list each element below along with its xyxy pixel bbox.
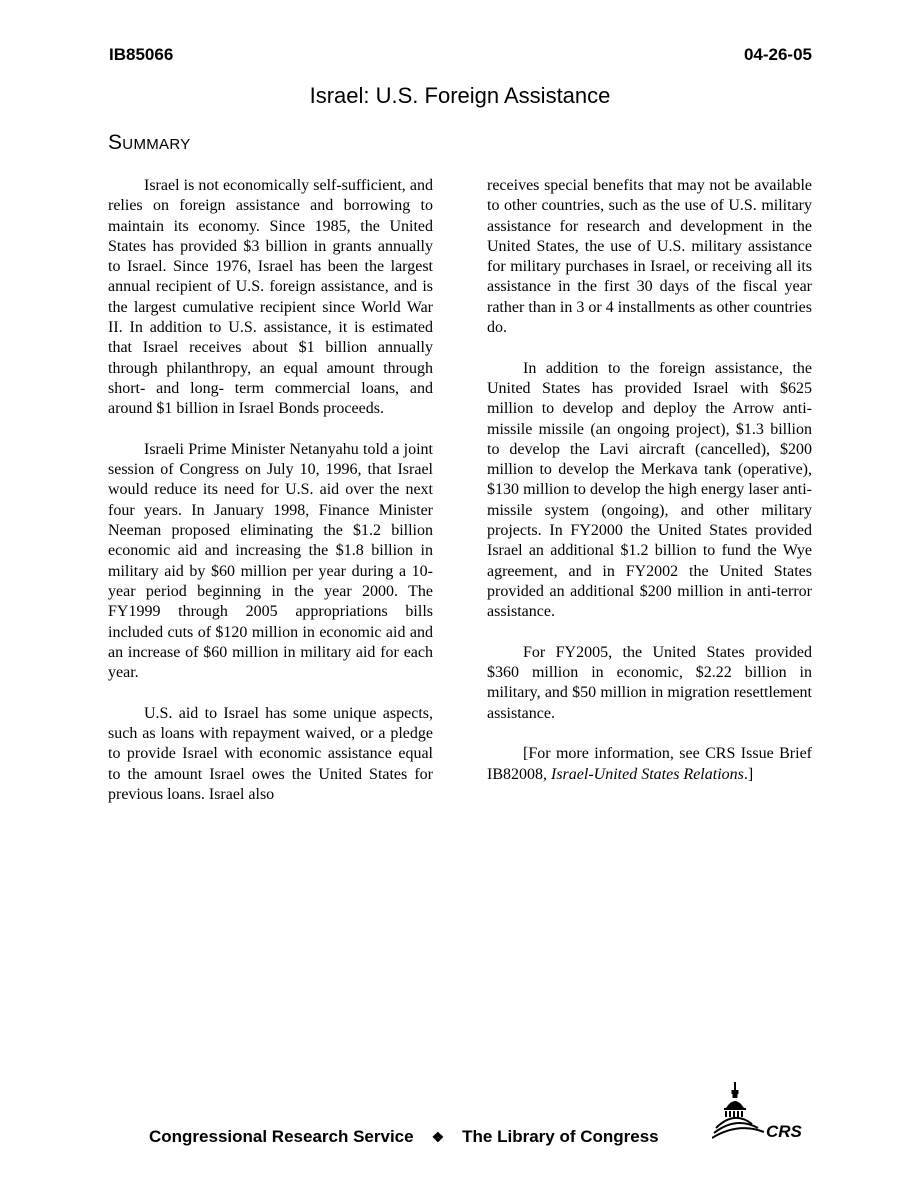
paragraph: Israeli Prime Minister Netanyahu told a joint session of Congress on July 10, 1996, that Israel would reduce its need for U.S. aid over the next four years. In January 1998, Finance Minister Neeman proposed eliminating the $1.2 billion economic aid and increasing the $1.8 billion in military aid by $60 million per year during a 10-year period beginning in the year 2000. The FY1999 through 2005 appropriations bills included cuts of $120 million in economic aid and an increase of $60 million in military aid for each year. [108,440,433,682]
section-heading: Summary [108,131,191,154]
left-column [108,176,433,826]
reference-note [487,744,812,785]
reference-suffix: .] [743,765,754,783]
footer [149,1127,659,1147]
report-id: IB85066 [109,45,174,64]
crs-logo-text: CRS [766,1122,802,1141]
paragraph: For FY2005, the United States provided $360 million in economic, $2.22 billion in military, and $50 million in migration resettlement assistance. [487,643,812,722]
footer-crs-label: Congressional Research Service [149,1127,414,1146]
right-column [487,176,812,805]
paragraph: U.S. aid to Israel has some unique aspects, such as loans with repayment waived, or a pledge to provide Israel with economic assistance equal to the amount Israel owes the United States for previous loans. Israel also [108,704,433,803]
report-date: 04-26-05 [743,45,812,64]
paragraph: In addition to the foreign assistance, the United States has provided Israel with $625 million to develop and deploy the Arrow anti-missile missile (an ongoing project), $1.3 billion to develop the Lavi aircraft (cancelled), $200 million to develop the Merkava tank (operative), $130 million to develop the high energy laser anti-missile system (ongoing), and other military projects. In FY2000 the United States provided Israel an additional $1.2 billion to fund the Wye agreement, and in FY2002 the United States provided an additional $200 million in anti-terror assistance. [487,359,812,621]
crs-capitol-logo-icon [712,1080,812,1146]
paragraph-continued: receives special benefits that may not be available to other countries, such as the use of U.S. military assistance for research and development in the United States, the use of U.S. military assistance for military purchases in Israel, or receiving all its assistance in the first 30 days of the fiscal year rather than in 3 or 4 installments as other countries do. [487,177,812,337]
reference-title: Israel-United States Relations [551,765,744,783]
paragraph: Israel is not economically self-sufficient, and relies on foreign assistance and borrowing to maintain its economy. Since 1985, the United States has provided $3 billion in grants annually to Israel. Since 1976, Israel has been the largest annual recipient of U.S. foreign assistance, and is the largest cumulative recipient since World War II. In addition to U.S. assistance, it is estimated that Israel receives about $1 billion annually through philanthropy, an equal amount through short- and long- term commercial loans, and around $1 billion in Israel Bonds proceeds. [108,177,433,418]
diamond-separator-icon: ❖ [431,1128,445,1145]
page-title: Israel: U.S. Foreign Assistance [309,83,611,108]
reference-prefix: [For more information, see CRS Issue Brief IB82008, [487,745,812,783]
footer-loc-label: The Library of Congress [462,1127,659,1146]
